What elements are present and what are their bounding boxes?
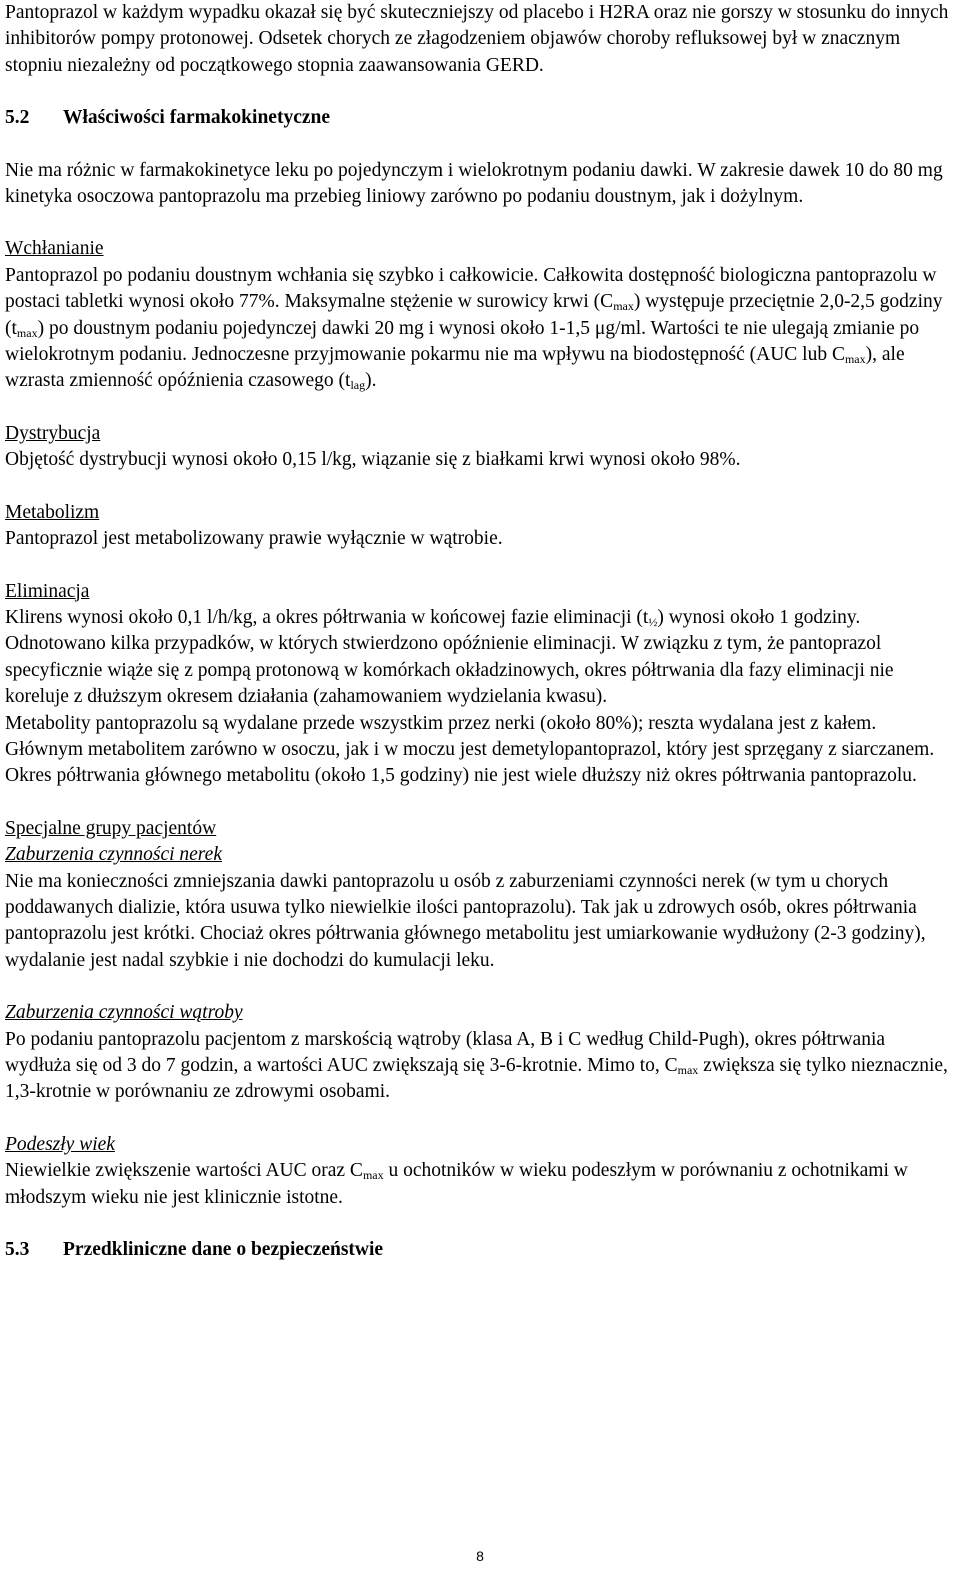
intro-paragraph: Pantoprazol w każdym wypadku okazał się być skuteczniejszy od placebo i H2RA oraz nie gorszy w stosunku do innych inhibitorów pompy protonowej. Odsetek chorych ze złagodzeniem objawów choroby refluksowej był w znacznym stopniu niezależny od początkowego stopnia zaawansowania GERD. — [5, 2, 949, 76]
section-number: 5.3 — [5, 1239, 30, 1261]
metabolism-heading: Metabolizm — [5, 501, 100, 523]
elderly-paragraph: Niewielkie zwiększenie wartości AUC oraz $C_{max}$ u ochotników w wieku podeszłym w porównaniu z ochotnikami w młodszym wieku nie jest klinicznie istotne. — [5, 1160, 908, 1208]
elimination-paragraph: Klirens wynosi około 0,1 l/h/kg, a okres półtrwania w końcowej fazie eliminacji $(t_{\frac{1}{2}})$ wynosi około 1 godziny. Odnotowano kilka przypadków, w których stwierdzono opóźnienie eliminacji. W związku z tym, że pantoprazol specyficznie wiąże się z pompą protonową w komórkach okładzinowych, okres półtrwania dla fazy eliminacji nie koreluje z dłuższym okresem działania (zahamowaniem wydzielania kwasu). — [5, 606, 894, 708]
hepatic-impairment-heading: Zaburzenia czynności wątroby — [5, 1002, 243, 1024]
renal-impairment-heading: Zaburzenia czynności nerek — [5, 844, 222, 866]
section-number: 5.2 — [5, 107, 30, 129]
section-5-2-heading — [5, 105, 955, 131]
absorption-paragraph: Pantoprazol po podaniu doustnym wchłania się szybko i całkowicie. Całkowita dostępność biologiczna pantoprazolu w postaci tabletki wynosi około 77%. Maksymalne stężenie w surowicy krwi $(C_{max})$ występuje przeciętnie 2,0-2,5 godziny $(t_{max})$ po doustnym podaniu pojedynczej dawki 20 mg i wynosi około 1-1,5 μg/ml. Wartości te nie ulegają zmianie po wielokrotnym podaniu. Jednoczesne przyjmowanie pokarmu nie ma wpływu na biodostępność (AUC lub $C_{max}$), ale wzrasta zmienność opóźnienia czasowego $(t_{lag})$. — [5, 264, 943, 393]
section-title: Właściwości farmakokinetyczne — [63, 107, 331, 129]
hepatic-impairment-paragraph: Po podaniu pantoprazolu pacjentom z marskością wątroby (klasa A, B i C według Child-Pugh), okres półtrwania wydłuża się od 3 do 7 godzin, a wartości AUC zwiększają się 3-6-krotnie. Mimo to, $C_{max}$ zwiększa się tylko nieznacznie, 1,3-krotnie w porównaniu ze zdrowymi osobami. — [5, 1028, 948, 1103]
absorption-heading: Wchłanianie — [5, 238, 104, 260]
metabolites-paragraph: Metabolity pantoprazolu są wydalane przede wszystkim przez nerki (około 80%); reszta wydalana jest z kałem. Głównym metabolitem zarówno w osoczu, jak i w moczu jest demetylopantoprazol, który jest sprzęgany z siarczanem. Okres półtrwania głównego metabolitu (około 1,5 godziny) nie jest wiele dłuższy niż okres półtrwania pantoprazolu. — [5, 712, 935, 787]
special-groups-heading: Specjalne grupy pacjentów — [5, 817, 217, 839]
metabolism-paragraph: Pantoprazol jest metabolizowany prawie wyłącznie w wątrobie. — [5, 528, 503, 550]
renal-impairment-paragraph: Nie ma konieczności zmniejszania dawki pantoprazolu u osób z zaburzeniami czynności nerek (w tym u chorych poddawanych dializie, która usuwa tylko niewielkie ilości pantoprazolu). Tak jak u zdrowych osób, okres półtrwania pantoprazolu jest krótki. Chociaż okres półtrwania głównego metabolitu jest umiarkowanie wydłużony (2-3 godziny), wydalanie jest nadal szybkie i nie dochodzi do kumulacji leku. — [5, 870, 926, 971]
section-title: Przedkliniczne dane o bezpieczeństwie — [63, 1239, 384, 1261]
distribution-heading: Dystrybucja — [5, 422, 101, 444]
elimination-heading: Eliminacja — [5, 580, 90, 602]
page-number: 8 — [476, 1548, 484, 1564]
pharmacokinetics-paragraph: Nie ma różnic w farmakokinetyce leku po pojedynczym i wielokrotnym podaniu dawki. W zakresie dawek 10 do 80 mg kinetyka osoczowa pantoprazolu ma przebieg liniowy zarówno po podaniu doustnym, jak i dożylnym. — [5, 159, 943, 208]
elderly-heading: Podeszły wiek — [5, 1133, 115, 1155]
distribution-paragraph: Objętość dystrybucji wynosi około 0,15 l/kg, wiązanie się z białkami krwi wynosi około 98%. — [5, 449, 741, 471]
document-page — [5, 0, 955, 1263]
section-5-3-heading — [5, 1237, 955, 1263]
